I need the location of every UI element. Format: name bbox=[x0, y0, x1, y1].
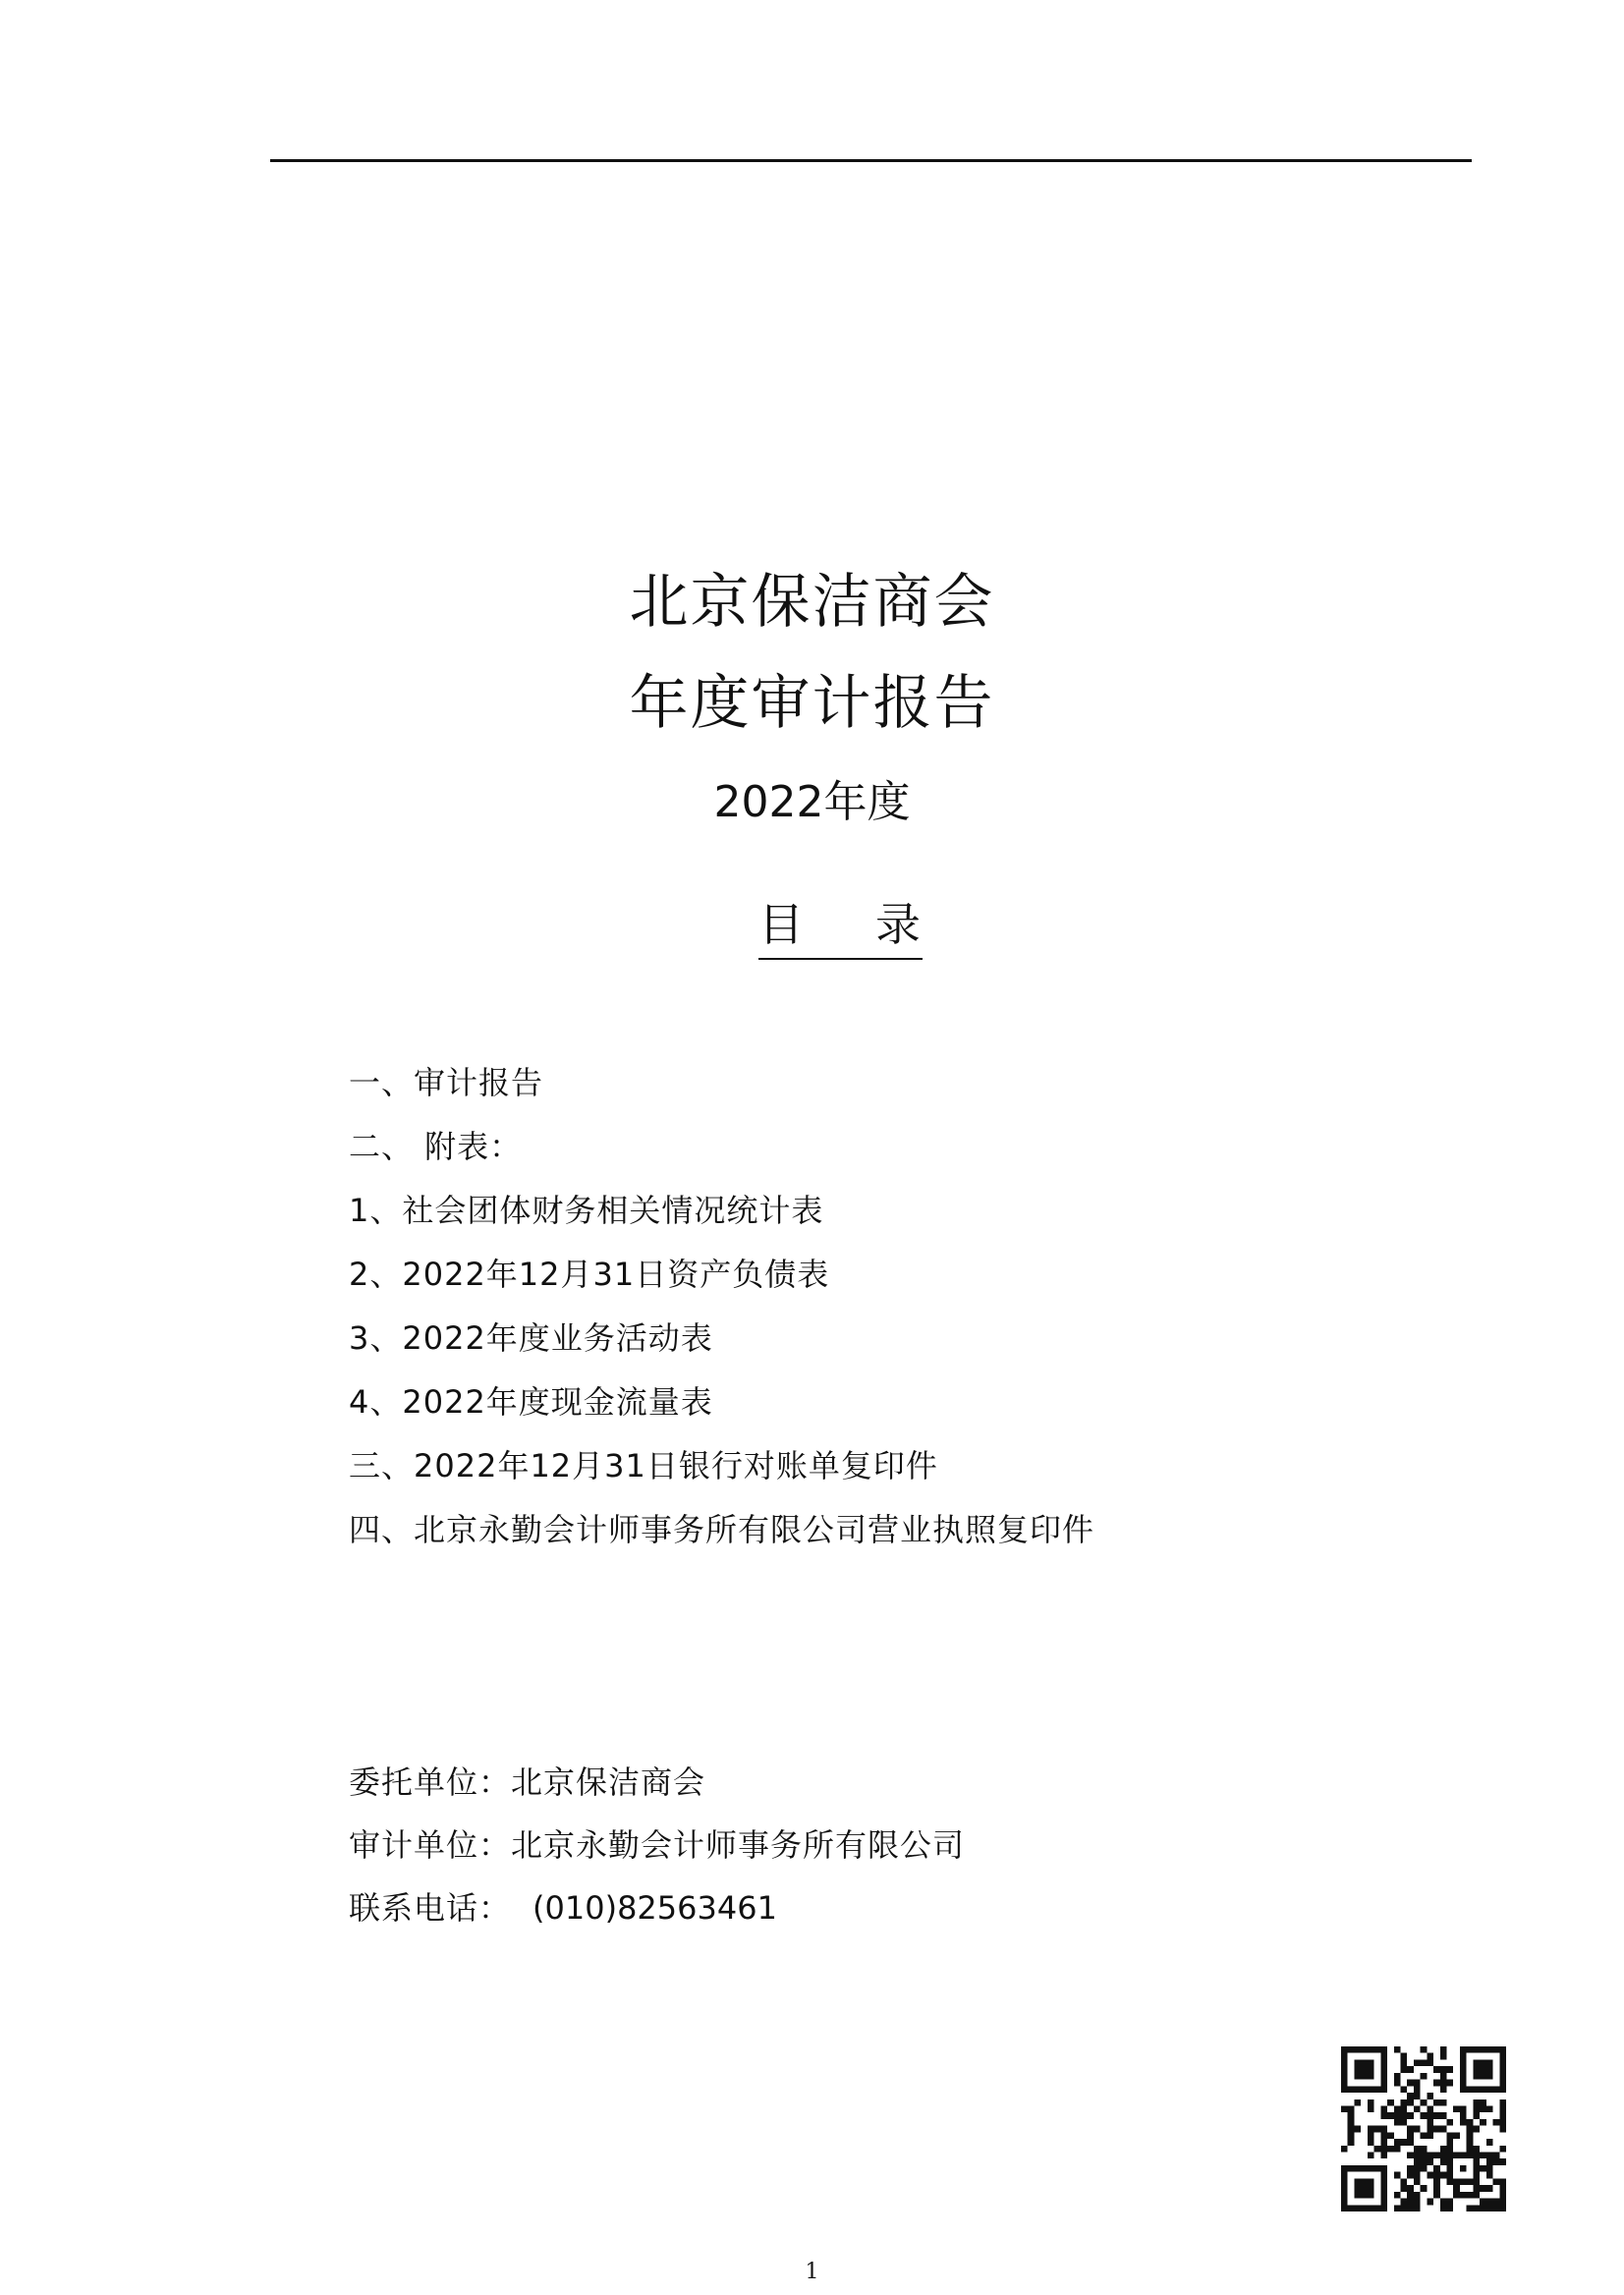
client-value: 北京保洁商会 bbox=[511, 1763, 706, 1801]
header-rule bbox=[270, 159, 1472, 162]
toc-heading bbox=[0, 889, 1624, 960]
page-number: 1 bbox=[805, 2260, 819, 2284]
report-year: 2022年度 bbox=[713, 777, 911, 827]
phone-label: 联系电话： bbox=[349, 1889, 512, 1927]
toc-item: 二、 附表： bbox=[349, 1128, 523, 1165]
table-of-contents bbox=[349, 1051, 1094, 1562]
auditor-value: 北京永勤会计师事务所有限公司 bbox=[511, 1826, 966, 1864]
toc-item: 三、2022年12月31日银行对账单复印件 bbox=[349, 1447, 938, 1484]
toc-item: 2、2022年12月31日资产负债表 bbox=[349, 1256, 830, 1293]
qr-code bbox=[1341, 2046, 1506, 2211]
toc-item: 一、审计报告 bbox=[349, 1064, 544, 1101]
auditor-label: 审计单位： bbox=[349, 1826, 512, 1864]
auditor-row bbox=[349, 1814, 965, 1876]
client-row bbox=[349, 1751, 965, 1814]
phone-row bbox=[349, 1876, 965, 1939]
toc-item: 3、2022年度业务活动表 bbox=[349, 1319, 713, 1357]
toc-item: 1、社会团体财务相关情况统计表 bbox=[349, 1192, 824, 1229]
report-info bbox=[349, 1751, 965, 1939]
report-title: 年度审计报告 bbox=[629, 669, 995, 738]
phone-value: (010)82563461 bbox=[532, 1889, 777, 1927]
toc-item: 4、2022年度现金流量表 bbox=[349, 1383, 713, 1421]
toc-heading-text: 目 录 bbox=[758, 889, 923, 960]
toc-item: 四、北京永勤会计师事务所有限公司营业执照复印件 bbox=[349, 1511, 1095, 1548]
client-label: 委托单位： bbox=[349, 1763, 512, 1801]
report-title-organization: 北京保洁商会 bbox=[629, 568, 995, 637]
